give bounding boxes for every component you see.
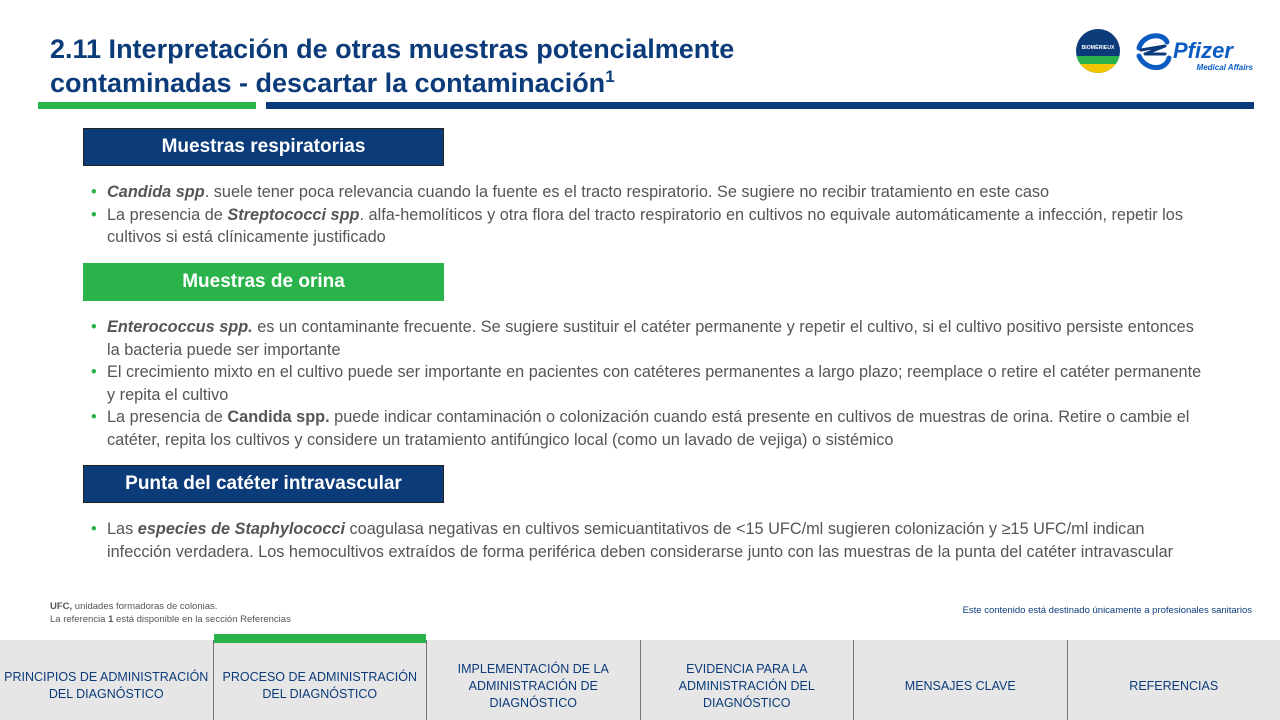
nav-item-mensajes-clave[interactable]: MENSAJES CLAVE [853, 640, 1067, 720]
list-item: • Enterococcus spp. es un contaminante frecuente. Se sugiere sustituir el catéter permanente y repetir el cultivo, si el cultivo positivo persiste entonces la bacteria puede ser importante [91, 318, 1194, 359]
page-title [50, 32, 950, 100]
nav-item-principios[interactable]: PRINCIPIOS DE ADMINISTRACIÓN DEL DIAGNÓSTICO [4, 670, 209, 701]
nav-item-proceso[interactable]: PROCESO DE ADMINISTRACIÓN DEL DIAGNÓSTICO [213, 640, 427, 720]
reference-note: La referencia 1 está disponible en la sección Referencias [50, 614, 291, 625]
bottom-navigation [0, 640, 1280, 720]
section-header-orina: Muestras de orina [83, 263, 444, 301]
bullet-list-orina [90, 316, 1210, 451]
title-line-1: 2.11 Interpretación de otras muestras potencialmente [50, 34, 735, 64]
title-underline-blue [266, 102, 1254, 109]
footnotes [50, 600, 291, 626]
title-underline-green [38, 102, 256, 109]
list-item: • Candida spp. suele tener poca relevancia cuando la fuente es el tracto respiratorio. Se sugiere no recibir tratamiento en este caso [91, 183, 1050, 201]
pfizer-logo-text: Pfizer [1173, 38, 1233, 63]
nav-item-evidencia[interactable]: EVIDENCIA PARA LA ADMINISTRACIÓN DEL DIAGNÓSTICO [640, 640, 854, 720]
biomerieux-logo-text: BIOMÉRIEUX [1081, 45, 1115, 51]
bullet-list-cateter [90, 518, 1210, 563]
nav-item-implementacion[interactable]: IMPLEMENTACIÓN DE LA ADMINISTRACIÓN DE DIAGNÓSTICO [426, 640, 640, 720]
abbreviation-note: UFC, unidades formadoras de colonias. [50, 601, 218, 612]
list-item: • Las especies de Staphylococci coagulasa negativas en cultivos semicuantitativos de <15 UFC/ml sugieren colonización y ≥15 UFC/ml indican infección verdadera. Los hemocultivos extraídos de forma periférica deben considerarse junto con las muestras de la punta del catéter intravascular [91, 520, 1174, 561]
biomerieux-logo [1075, 28, 1121, 74]
bullet-list-respiratorias [90, 181, 1210, 249]
disclaimer-text: Este contenido está destinado únicamente a profesionales sanitarios [962, 605, 1252, 616]
list-item: • La presencia de Candida spp. puede indicar contaminación o colonización cuando está presente en cultivos de muestras de orina. Retire o cambie el catéter, repita los cultivos y considere un tratamiento antifúngico local (como un lavado de vejiga) o sistémico [91, 408, 1190, 449]
pfizer-logo [1135, 28, 1255, 76]
title-line-2: contaminadas - descartar la contaminación [50, 68, 606, 98]
nav-item-referencias[interactable]: REFERENCIAS [1067, 640, 1280, 720]
section-header-cateter: Punta del catéter intravascular [83, 465, 444, 503]
list-item: • El crecimiento mixto en el cultivo puede ser importante en pacientes con catéteres permanentes a largo plazo; reemplace o retire el catéter permanente y repita el cultivo [91, 363, 1202, 404]
list-item: • La presencia de Streptococci spp. alfa-hemolíticos y otra flora del tracto respiratorio en cultivos no equivale automáticamente a infección, repetir los cultivos si está clínicamente justificado [91, 205, 1183, 246]
title-reference-sup: 1 [605, 67, 615, 86]
section-header-respiratorias: Muestras respiratorias [83, 128, 444, 166]
pfizer-logo-subtext: Medical Affairs [1196, 63, 1253, 72]
